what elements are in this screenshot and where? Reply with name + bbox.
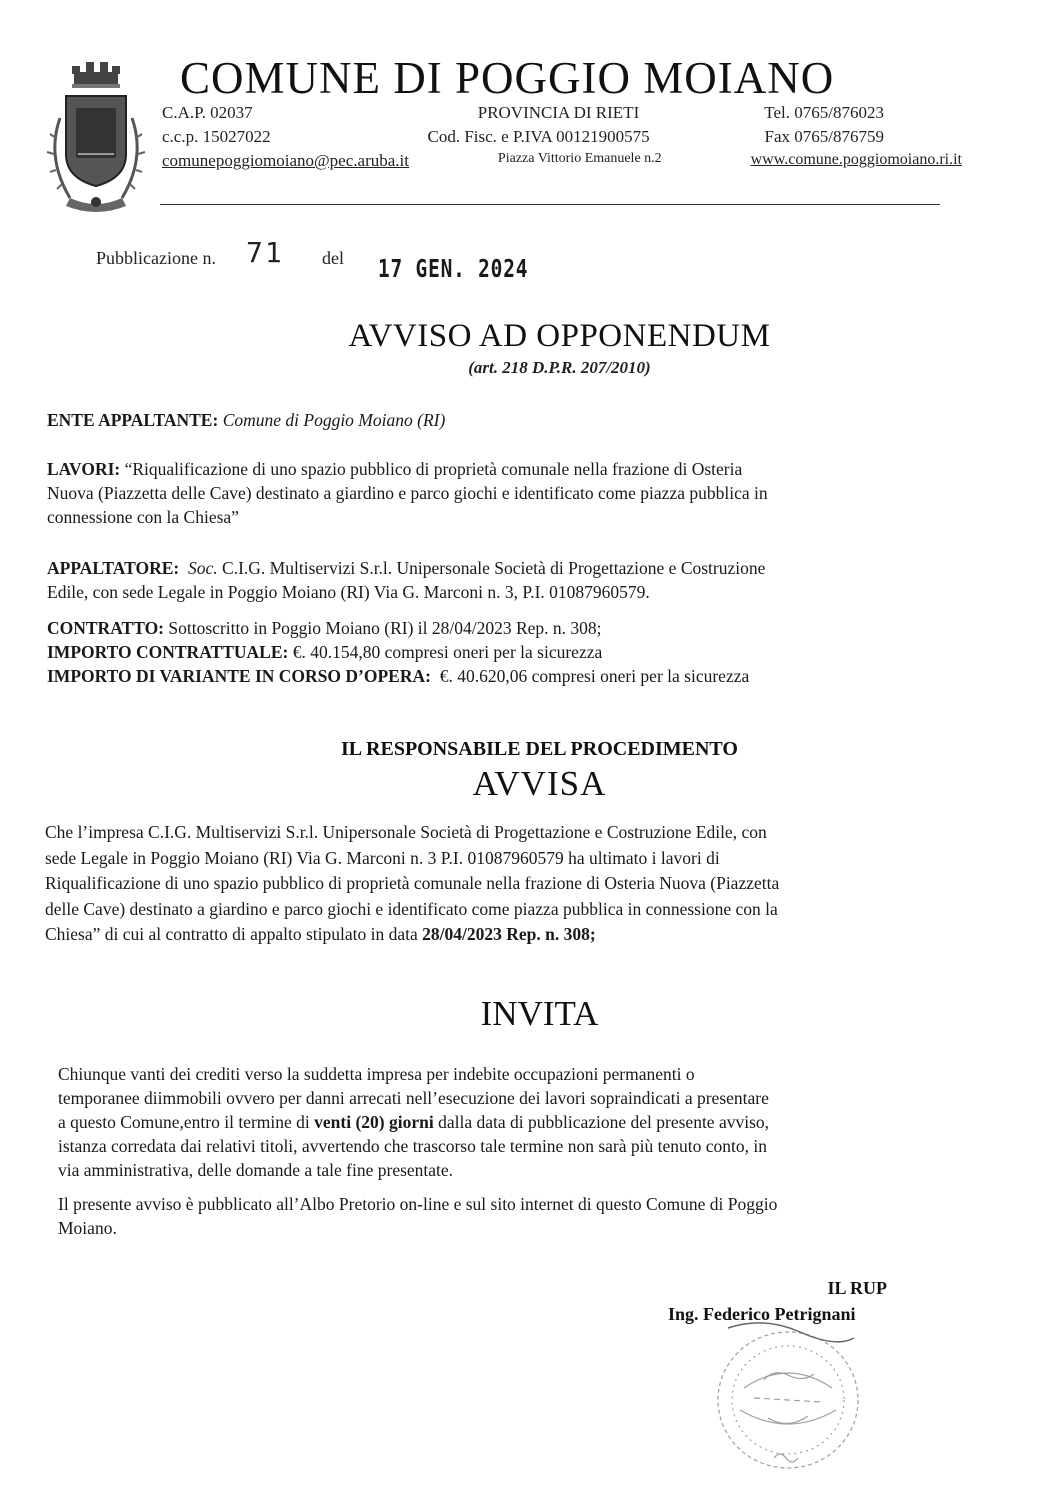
official-stamp-icon (704, 1318, 872, 1478)
avvisa-line-1: Che l’impresa C.I.G. Multiservizi S.r.l. Unipersonale Società di Progettazione e Costruzione Edile, con (45, 822, 767, 842)
avvisa-line-5: Chiesa” di cui al contratto di appalto stipulato in data (45, 924, 423, 944)
header-row-3 (162, 151, 962, 171)
fax-text: Fax 0765/876759 (764, 127, 884, 146)
tel-text: Tel. 0765/876023 (764, 103, 884, 122)
invita-line-3-start: a questo Comune,entro il termine di (58, 1112, 315, 1132)
signature-name: Ing. Federico Petrignani (668, 1304, 856, 1324)
invita-heading: INVITA (480, 994, 599, 1033)
address-text: Piazza Vittorio Emanuele n.2 (497, 151, 662, 166)
lavori-line-3: connessione con la Chiesa” (47, 507, 239, 527)
ccp-text: c.c.p. 15027022 (162, 127, 271, 146)
appaltatore-section (47, 556, 942, 604)
invita-line-5: via amministrativa, delle domande a tale fine presentate. (58, 1160, 454, 1180)
presente-line-1: Il presente avviso è pubblicato all’Albo Pretorio on-line e sul sito internet di questo Comune di Poggio (58, 1194, 778, 1214)
header-row-2 (162, 127, 962, 147)
invita-line-2: temporanee diimmobili ovvero per danni arrecati nell’esecuzione dei lavori sopraindicati a presentare (58, 1088, 769, 1108)
document-title: AVVISO AD OPPONENDUM (348, 318, 771, 354)
signature-role: IL RUP (827, 1278, 887, 1298)
lavori-label: LAVORI: (47, 459, 121, 479)
lavori-section (47, 457, 942, 529)
responsabile-heading: IL RESPONSABILE DEL PROCEDIMENTO (341, 738, 738, 760)
ente-value: Comune di Poggio Moiano (RI) (222, 410, 446, 430)
publication-date-stamp: 17 GEN. 2024 (378, 254, 529, 283)
publication-number: 71 (246, 236, 284, 269)
header-divider (160, 204, 940, 205)
header-row-1 (162, 103, 962, 123)
ente-label: ENTE APPALTANTE: (47, 410, 219, 430)
pec-link[interactable]: comunepoggiomoiano@pec.aruba.it (162, 151, 409, 170)
avvisa-paragraph (45, 820, 951, 948)
importo-contrattuale-value: €. 40.154,80 compresi oneri per la sicurezza (292, 642, 603, 662)
cap-text: C.A.P. 02037 (162, 103, 253, 122)
appaltatore-label: APPALTATORE: (47, 558, 180, 578)
invita-line-4: istanza corredata dai relativi titoli, avvertendo che trascorso tale termine non sarà più tenuto conto, in (58, 1136, 767, 1156)
publication-label: Pubblicazione n. (96, 248, 216, 268)
contratto-value: Sottoscritto in Poggio Moiano (RI) il 28/04/2023 Rep. n. 308; (168, 618, 602, 638)
invita-paragraph (58, 1062, 942, 1182)
importo-contrattuale-label: IMPORTO CONTRATTUALE: (47, 642, 289, 662)
appaltatore-line-2: Edile, con sede Legale in Poggio Moiano (RI) Via G. Marconi n. 3, P.I. 01087960579. (47, 582, 650, 602)
avvisa-line-5-bold: 28/04/2023 Rep. n. 308; (422, 924, 596, 944)
ente-appaltante (47, 408, 942, 432)
importo-variante-value: €. 40.620,06 compresi oneri per la sicurezza (439, 666, 750, 686)
document-subtitle: (art. 218 D.P.R. 207/2010) (468, 358, 651, 377)
municipal-crest-icon (42, 58, 150, 218)
appaltatore-line-1: C.I.G. Multiservizi S.r.l. Unipersonale Società di Progettazione e Costruzione (222, 558, 766, 578)
presente-line-2: Moiano. (58, 1218, 117, 1238)
invita-line-1: Chiunque vanti dei crediti verso la suddetta impresa per indebite occupazioni permanenti o (58, 1064, 695, 1084)
website-link[interactable]: www.comune.poggiomoiano.ri.it (750, 151, 962, 168)
avvisa-line-3: Riqualificazione di uno spazio pubblico di proprietà comunale nella frazione di Osteria Nuova (Piazzetta (45, 873, 780, 893)
contratto-label: CONTRATTO: (47, 618, 165, 638)
lavori-line-1: “Riqualificazione di uno spazio pubblico di proprietà comunale nella frazione di Osteria (124, 459, 743, 479)
presente-paragraph (58, 1192, 952, 1240)
invita-line-3-bold: venti (20) giorni (314, 1112, 434, 1132)
avvisa-line-2: sede Legale in Poggio Moiano (RI) Via G. Marconi n. 3 P.I. 01087960579 ha ultimato i lavori di (45, 847, 720, 868)
provincia-text: PROVINCIA DI RIETI (477, 103, 640, 122)
contratto-section (47, 616, 942, 688)
importo-variante-label: IMPORTO DI VARIANTE IN CORSO D’OPERA: (47, 666, 431, 686)
lavori-line-2: Nuova (Piazzetta delle Cave) destinato a giardino e parco giochi e identificato come piazza pubblica in (47, 483, 768, 503)
avvisa-line-4: delle Cave) destinato a giardino e parco giochi e identificato come piazza pubblica in connessione con la (45, 898, 778, 919)
appaltatore-soc: Soc. (188, 558, 218, 578)
avvisa-heading: AVVISA (472, 764, 607, 803)
comune-title: COMUNE DI POGGIO MOIANO (180, 53, 835, 103)
invita-line-3-end: dalla data di pubblicazione del presente avviso, (433, 1112, 770, 1132)
publication-del-label: del (322, 248, 344, 268)
codfisc-text: Cod. Fisc. e P.IVA 00121900575 (427, 127, 650, 146)
